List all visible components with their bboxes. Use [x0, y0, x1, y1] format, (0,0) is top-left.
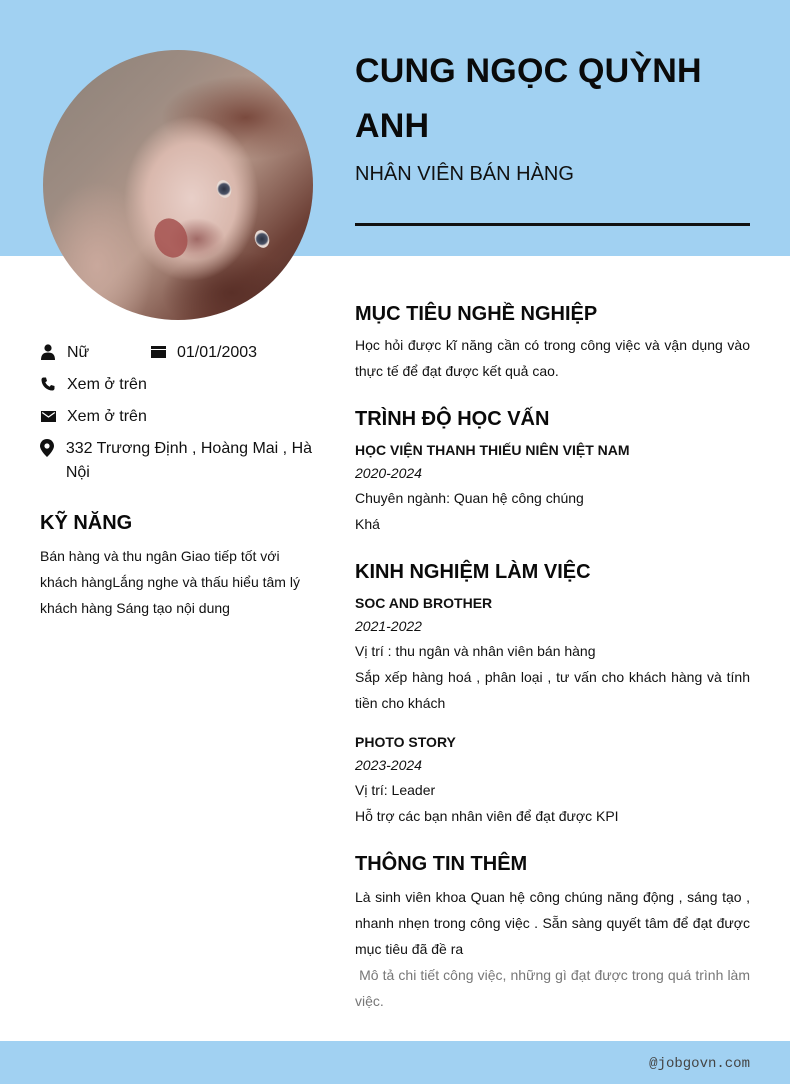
gender-value: Nữ	[67, 344, 90, 361]
job-company: SOC AND BROTHER	[355, 595, 493, 611]
photo-eye	[252, 228, 271, 250]
envelope-icon	[40, 407, 56, 425]
profile-photo	[43, 50, 313, 320]
photo-lips	[149, 214, 193, 263]
contact-email	[40, 405, 147, 429]
education-dates: 2020-2024	[355, 465, 422, 481]
job-dates: 2021-2022	[355, 618, 422, 634]
job-description: Sắp xếp hàng hoá , phân loại , tư vấn cho khách hàng và tính tiền cho khách	[355, 669, 750, 711]
job-dates: 2023-2024	[355, 757, 422, 773]
address-value: 332 Trương Định , Hoàng Mai , Hà Nội	[65, 440, 313, 481]
job-company: PHOTO STORY	[355, 734, 456, 750]
additional-text: Là sinh viên khoa Quan hệ công chúng năng động , sáng tạo , nhanh nhẹn trong công việc . Sẵn sàng quyết tâm để đạt được mục tiêu đã đề ra	[355, 889, 750, 957]
email-value: Xem ở trên	[67, 408, 147, 425]
school-name: HỌC VIỆN THANH THIẾU NIÊN VIỆT NAM	[355, 442, 630, 458]
job-position: Vị trí : thu ngân và nhân viên bán hàng	[355, 643, 596, 659]
education-grade: Khá	[355, 516, 380, 532]
person-icon	[40, 343, 56, 361]
skills-text: Bán hàng và thu ngân Giao tiếp tốt với khách hàngLắng nghe và thấu hiểu tâm lý khách hàng Sáng tạo nội dung	[40, 548, 300, 616]
header-divider	[355, 223, 750, 226]
footer-brand: @jobgovn.com	[649, 1056, 750, 1072]
additional-heading: THÔNG TIN THÊM	[355, 853, 528, 875]
contact-phone	[40, 373, 147, 397]
contact-gender	[40, 341, 89, 365]
experience-heading: KINH NGHIỆM LÀM VIỆC	[355, 561, 591, 583]
contact-birthdate	[150, 341, 257, 365]
additional-placeholder: Mô tả chi tiết công việc, những gì đạt được trong quá trình làm việc.	[355, 967, 754, 1009]
candidate-name: CUNG NGỌC QUỲNH ANH	[355, 52, 702, 145]
education-major: Chuyên ngành: Quan hệ công chúng	[355, 490, 584, 506]
objective-heading: MỤC TIÊU NGHỀ NGHIỆP	[355, 303, 598, 325]
phone-icon	[40, 375, 56, 393]
job-position: Vị trí: Leader	[355, 782, 436, 798]
location-pin-icon	[40, 439, 55, 457]
education-heading: TRÌNH ĐỘ HỌC VẤN	[355, 408, 550, 430]
objective-text: Học hỏi được kĩ năng cần có trong công việc và vận dụng vào thực tế để đạt được kết quả cao.	[355, 337, 750, 379]
job-description: Hỗ trợ các bạn nhân viên để đạt được KPI	[355, 808, 619, 824]
contact-address	[40, 437, 320, 485]
calendar-icon	[150, 343, 166, 361]
birthdate-value: 01/01/2003	[177, 344, 258, 361]
skills-heading: KỸ NĂNG	[40, 512, 133, 534]
phone-value: Xem ở trên	[67, 376, 147, 393]
photo-eye	[214, 178, 233, 200]
job-title: NHÂN VIÊN BÁN HÀNG	[355, 163, 574, 185]
